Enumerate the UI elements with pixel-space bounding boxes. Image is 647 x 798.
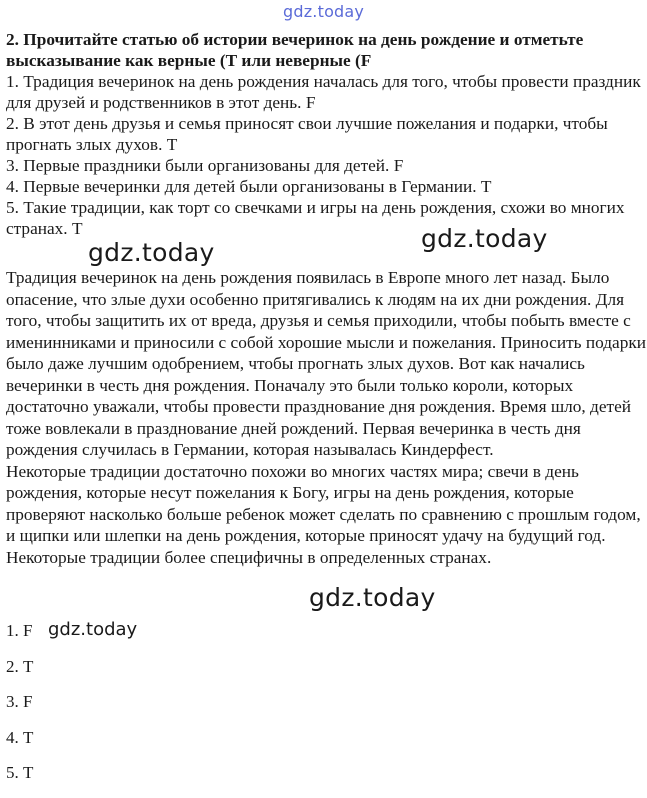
watermark-mid-right: gdz.today (421, 224, 548, 253)
watermark-mid-left: gdz.today (88, 238, 215, 267)
answer-item: 2. Т (6, 656, 34, 676)
answer-item: 5. Т (6, 763, 34, 782)
watermark-lower-right: gdz.today (309, 583, 436, 612)
answer-item: 3. F (6, 692, 33, 711)
answer-item: 1. F (6, 621, 33, 640)
statement-item: 3. Первые праздники были организованы для детей. F (6, 156, 404, 175)
task-heading: 2. Прочитайте статью об истории вечеринок на день рождение и отметьте высказывание как верные (Т или неверные (F (6, 30, 584, 70)
statement-item: 4. Первые вечеринки для детей были организованы в Германии. Т (6, 177, 492, 196)
watermark-top: gdz.today (283, 2, 365, 21)
article-paragraph: Некоторые традиции достаточно похожи во многих частях мира; свечи в день рождения, которые несут пожелания к Богу, игры на день рождения, которые проверяют насколько больше ребенок может сделать по сравнению с прошлым годом, и щипки или шлепки на день рождения, которые приносят удачу на будущий год. Некоторые традиции более специфичны в определенных странах. (6, 461, 641, 567)
article-paragraph: Традиция вечеринок на день рождения появилась в Европе много лет назад. Было опасение, что злые духи особенно притягивались к людям на их дни рождения. Для того, чтобы защитить их от вреда, друзья и семья приходили, чтобы побыть вместе с именинниками и приносили с собой хорошие мысли и пожелания. Приносить подарки было даже лучшим одобрением, чтобы прогнать злых духов. Вот как начались вечеринки в честь дня рождения. Поначалу это были только короли, которых достаточно уважали, чтобы провести празднование дня рождения. Время шло, детей тоже вовлекали в празднование дней рождений. Первая вечеринка в честь дня рождения случилась в Германии, которая называлась Киндерфест. (6, 268, 646, 459)
watermark-answers: gdz.today (48, 619, 138, 640)
statement-item: 5. Такие традиции, как торт со свечками и игры на день рождения, схожи во многих странах. Т (6, 198, 625, 238)
statements-list (6, 71, 646, 239)
answer-item: 4. Т (6, 727, 34, 747)
answers-list (6, 620, 33, 798)
statement-item: 1. Традиция вечеринок на день рождения началась для того, чтобы провести праздник для друзей и родственников в этот день. F (6, 72, 641, 112)
article-text (6, 267, 646, 568)
statement-item: 2. В этот день друзья и семья приносят свои лучшие пожелания и подарки, чтобы прогнать злых духов. Т (6, 114, 608, 154)
